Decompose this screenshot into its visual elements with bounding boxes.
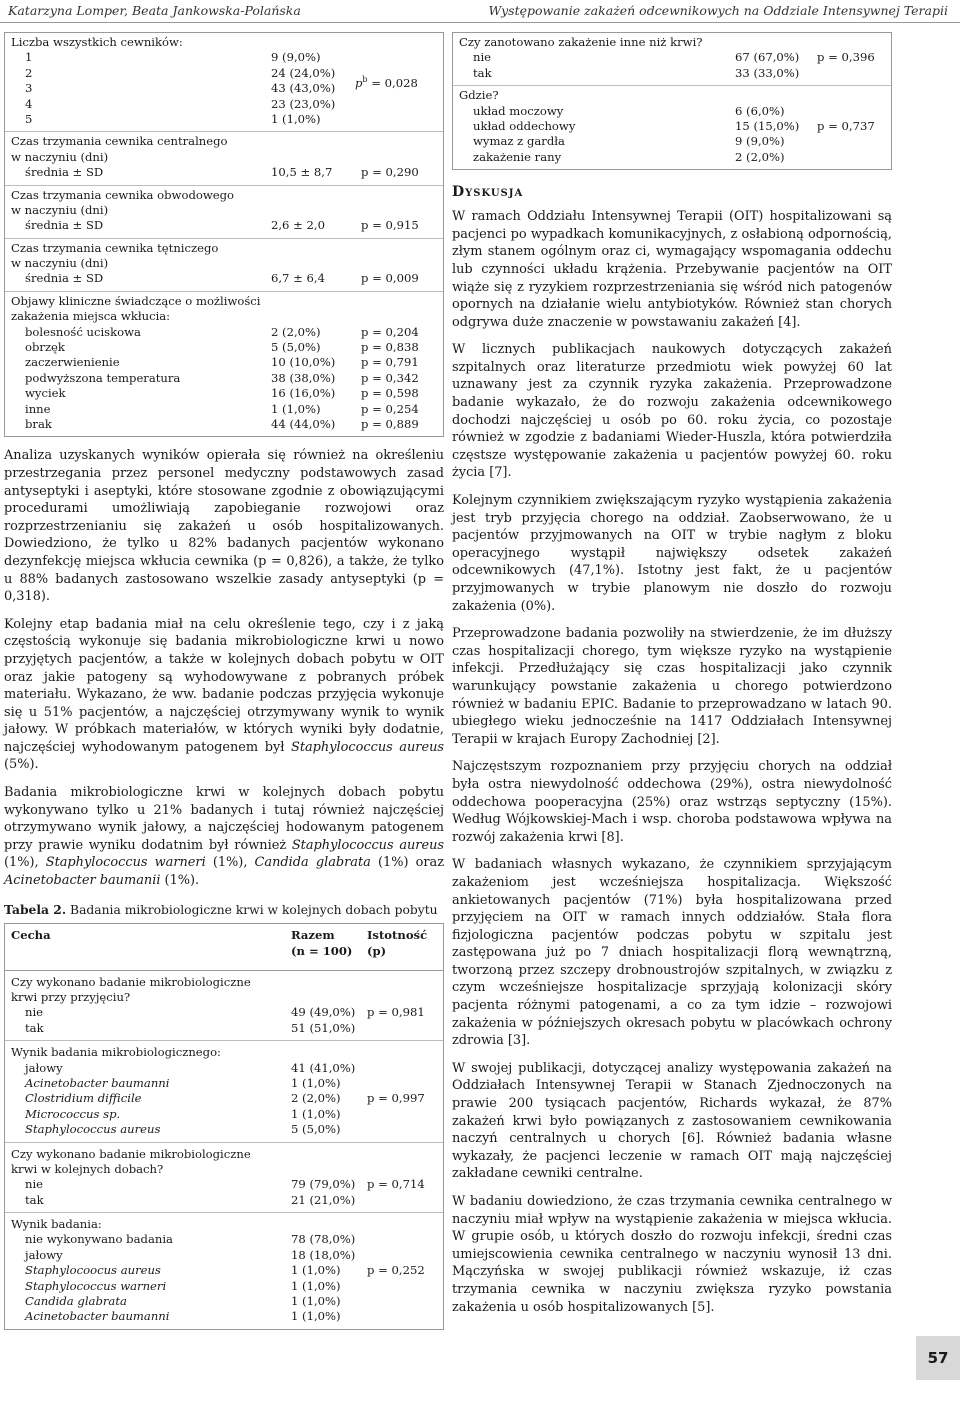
clinical-symptoms-section: Objawy kliniczne świadczące o możliwości zakażenia miejsca wkłucia: bolesność uciskowa 2 (2,0%) p = 0,204 obrzęk 5 (5,0%) p = 0,838 zaczerwienienie 10 (10,0%) p = 0,791 podwyższona temperatura 38 (38,0%) p = 0,342 wyciek 16 (16,0%) p = 0,598 inne 1 (1,0%) p = 0,254 brak 44 (44,0%) p = 0,889 — [11, 293, 419, 431]
header-title: Występowanie zakażeń odcewnikowych na Oddziale Intensywnej Terapii — [488, 3, 948, 18]
discussion-paragraph-5: Najczęstszym rozpoznaniem przy przyjęciu chorych na oddział była ostra niewydolność oddechowa (29%), ostra niewydolność oddechowa pooperacyjna (25%) oraz wstrząs septyczny (15%). Według Wójkowskiej-Mach i wsp. choroba podstawowa wpływa na rozwój zakażenia krwi [8]. — [452, 759, 892, 845]
discussion-paragraph-2: W licznych publikacjach naukowych dotyczących zakażeń szpitalnych oraz literaturze przedmiotu wiek powyżej 60 lat uznawany jest za czynnik ryzyka zakażenia. Przeprowadzone badanie wykazało, że do rozwoju zakażenia odcewnikowego dochodzi najczęściej u osób po 60. roku życia, co pozostaje również w zgodzie z badaniami Wieder-Huszla, która potwierdziła częstsze występowanie zakażenia u pacjentów powyżej 60. roku życia [7]. — [452, 342, 892, 481]
section-heading-discussion: Dyskusja — [452, 184, 524, 201]
left-column — [4, 32, 444, 1330]
discussion-paragraph-3: Kolejnym czynnikiem zwiększającym ryzyko wystąpienia zakażenia jest tryb przyjęcia chorego na oddział. Zaobserwowano, że u pacjentów przyjmowanych na OIT w trybie nagłym z bloku operacyjnego wystąpił największy odsetek zakażeń odcewnikowych (47,1%). Istotny jest fakt, że u pacjentów przyjmowanych w trybie planowym nie doszło do rozwoju zakażenia (0%). — [452, 493, 892, 614]
table-2-following-days-test: Czy wykonano badanie mikrobiologiczne krwi w kolejnych dobach? nie 79 (79,0%) p = 0,714 tak 21 (21,0%) — [5, 1143, 443, 1214]
paragraph-microbiology-following-days: Badania mikrobiologiczne krwi w kolejnych dobach pobytu wykonywano tylko u 21% badanych i tutaj również najczęściej otrzymywano wynik jałowy, a najczęściej hodowanym patogenem przy prawie wyniku dodatnim był również Staphylococcus aureus (1%), Staphylococcus warneri (1%), Candida glabrata (1%) oraz Acinetobacter baumanii (1%). — [4, 785, 445, 889]
table-2-test-result: Wynik badania: nie wykonywano badania 78 (78,0%) jałowy 18 (18,0%) Staphylocoocus aureus 1 (1,0%) p = 0,252 Staphylococcus warneri 1 (1,0%) Candida glabrata 1 (1,0%) Acinetobacter baumanni 1 (1,0%) — [11, 1217, 425, 1324]
table-2-header: Cecha Razem (n = 100) Istotność (p) — [5, 924, 443, 971]
discussion-paragraph-8: W badaniu dowiedziono, że czas trzymania cewnika centralnego w naczyniu miał wpływ na wystąpienie zakażenia w miejsca wkłucia. W grupie osób, u których doszło do rozwoju infekcji, średni czas umiejscowienia cewnika centralnego w naczyniu wynosił 13 dni. Mączyńska w swojej publikacji również wskazuje, iż czas trzymania cewnika w naczyniu zwiększa ryzyko powstania zakażenia u osób hospitalizowanych [5]. — [452, 1194, 892, 1315]
discussion-paragraph-6: W badaniach własnych wykazano, że czynnikiem sprzyjającym zakażeniom jest wcześniejsza hospitalizacja. Większość ankietowanych pacjentów (71%) była hospitalizowana przed przyjęciem na OIT w ramach innych oddziałów. Stała flora fizjologiczna pacjentów podczas pobytu w szpitalu jest zastępowana już po 7 dniach hospitalizacji florą wewnątrzną, tworzoną przez szczepy drobnoustrojów szpitalnych, w związku z czym wcześniejsze hospitalizacje sprzyjają kolonizacji skóry pacjenta różnymi patogenami, a co za tym idzie – rozwojowi zakażenia w późniejszych okresach pobytu w placówkach ochrony zdrowia [3]. — [452, 857, 892, 1049]
infection-location-section: Gdzie? układ moczowy 6 (6,0%) układ oddechowy 15 (15,0%) p = 0,737 wymaz z gardła 9 (9,0%) zakażenie rany 2 (2,0%) — [459, 88, 875, 164]
paragraph-antiseptics: Analiza uzyskanych wyników opierała się również na określeniu przestrzegania przez personel medyczny podstawowych zasad antyseptyki i aseptyki, które stosowane zgodnie z obowiązującymi procedurami umożliwiają zapobieganie rozwojowi oraz rozprzestrzenianiu się zakażeń u osób hospitalizowanych. Dowiedziono, że tylko u 82% badanych pacjentów wykonano dezynfekcję miejsca wkłucia cewnika (p = 0,826), a także, że tylko u 88% badanych zastosowano wszelkie zasady antyseptyki (p = 0,318). — [4, 448, 444, 605]
right-column — [452, 32, 892, 1326]
section-title: Liczba wszystkich cewników: — [11, 35, 183, 49]
arterial-catheter-section: Czas trzymania cewnika tętniczego w naczyniu (dni) średnia ± SD 6,7 ± 6,4 p = 0,009 — [5, 239, 443, 292]
discussion-paragraph-1: W ramach Oddziału Intensywnej Terapii (OIT) hospitalizowani są pacjenci po wypadkach komunikacyjnych, z osłabioną odpornością, złym stanem ogólnym oraz ci, wymagający wspomagania oddechu lub czynności układu krążenia. Przebywanie pacjentów na OIT wiąże się z ryzykiem rozprzestrzeniania się wśród nich patogenów opornych na działanie wielu antybiotyków. Również stan chorych odgrywa duże znaczenie w powstawaniu zakażeń [4]. — [452, 209, 892, 330]
table-2-result: Wynik badania mikrobiologicznego: jałowy 41 (41,0%) Acinetobacter baumanni 1 (1,0%) Clostridium difficile 2 (2,0%) p = 0,997 Micrococcus sp. 1 (1,0%) Staphylococcus aureus 5 (5,0%) — [5, 1041, 443, 1142]
table-2 — [4, 923, 444, 1330]
paragraph-microbiology-admission: Kolejny etap badania miał na celu określenie tego, czy i z jaką częstością wykonuje się badania mikrobiologiczne krwi u nowo przyjętych pacjentów, a także w kolejnych dobach pobytu w OIT oraz jakie patogeny są wyhodowywane z pobranych próbek materiału. Wykazano, że ww. badanie podczas przyjęcia wykonuje się u 51% pacjentów, a najczęściej otrzymywany wynik to wynik jałowy. W próbkach materiałów, w których wyniki były dodatnie, najczęściej wyhodowanym patogenem był Staphylococcus aureus (5%). — [4, 616, 444, 773]
discussion-paragraph-4: Przeprowadzone badania pozwoliły na stwierdzenie, że im dłuższy czas hospitalizacji chorego, tym większe ryzyko na wystąpienie infekcji. Przedłużający się czas hospitalizacji jako czynnik warunkujący powstanie zakażenia u chorego potwierdzono również w badaniu EPIC. Badanie to przeprowadzano w latach 90. ubiegłego wieku jednocześnie na 1417 Oddziałach Intensywnej Terapii w krajach Europy Zachodniej [2]. — [452, 626, 892, 747]
p-value: $p^b = 0,028$ — [355, 75, 418, 90]
other-infection-section: Czy zanotowano zakażenie inne niż krwi? nie 67 (67,0%) p = 0,396 tak 33 (33,0%) — [453, 33, 891, 86]
table-2-caption: Tabela 2. Badania mikrobiologiczne krwi w kolejnych dobach pobytu — [4, 901, 438, 917]
discussion-paragraph-7: W swojej publikacji, dotyczącej analizy występowania zakażeń na Oddziałach Intensywnej Terapii w Stanach Zjednoczonych na prawie 200 tysiącach pacjentów, Richards wykazał, że 87% zakażeń krwi było powiązanych z zastosowaniem cewnikowania naczyń centralnych u chorych [6]. Również badania własne wykazały, że pacjenci leczenie w ramach OIT mają najczęściej zakładane cewniki centralne. — [452, 1060, 892, 1182]
header-divider — [0, 22, 960, 23]
central-catheter-section: Czas trzymania cewnika centralnego w naczyniu (dni) średnia ± SD 10,5 ± 8,7 p = 0,290 — [5, 132, 443, 185]
table-2-admission-test: Czy wykonano badanie mikrobiologiczne krwi przy przyjęciu? nie 49 (49,0%) p = 0,981 tak 51 (51,0%) — [5, 971, 443, 1042]
running-header — [0, 0, 960, 26]
table-1-end — [452, 32, 892, 170]
peripheral-catheter-section: Czas trzymania cewnika obwodowego w naczyniu (dni) średnia ± SD 2,6 ± 2,0 p = 0,915 — [5, 186, 443, 239]
page-number: 57 — [916, 1336, 960, 1380]
table-1-continued — [4, 32, 444, 437]
header-authors: Katarzyna Lomper, Beata Jankowska-Polańska — [8, 3, 301, 18]
catheter-count-section: Liczba wszystkich cewników: 1 9 (9,0%) 2 24 (24,0%) 3 43 (43,0%) 4 23 (23,0%) 5 1 (1,0%) $p^b = 0,028$ — [5, 33, 443, 132]
